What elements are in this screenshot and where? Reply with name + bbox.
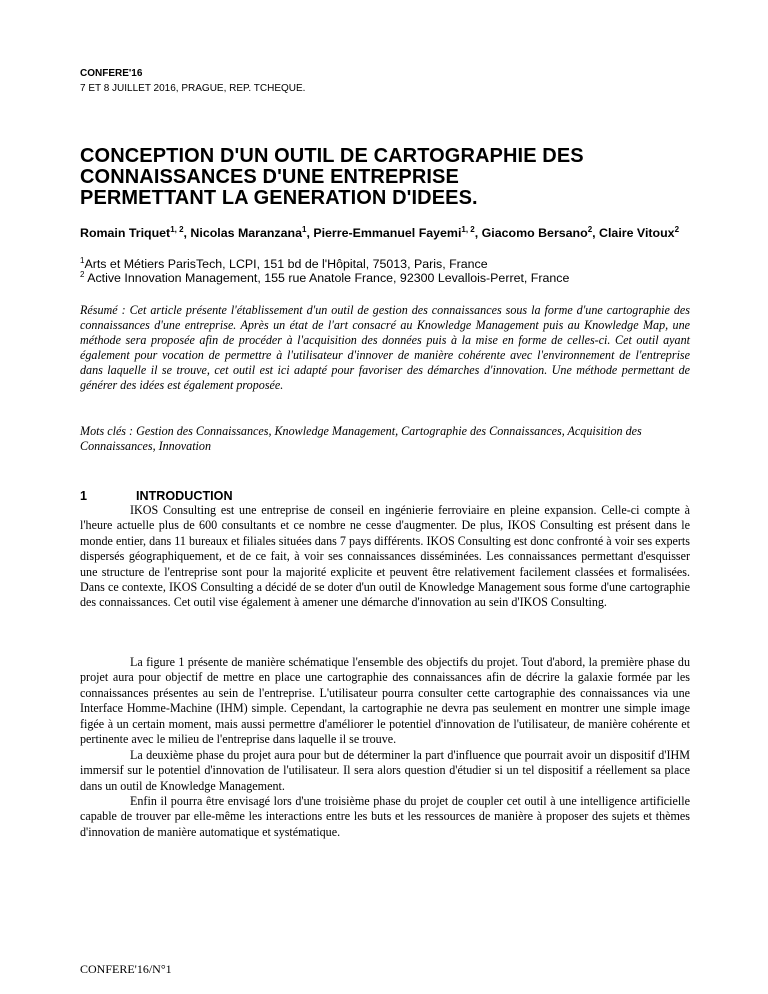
- affiliation-1: [80, 257, 720, 272]
- paper-title: [80, 146, 700, 209]
- author-affiliation-mark: 2: [674, 224, 680, 234]
- title-line: CONNAISSANCES D'UNE ENTREPRISE: [80, 166, 459, 188]
- body-paragraph: La deuxième phase du projet aura pour but de déterminer la part d'influence que pourrait avoir un dispositif d'IHM immersif sur le potentiel d'innovation de l'utilisateur. Il sera alors question d'étudier si un tel dispositif a réellement sa place dans un outil de Knowledge Management.: [80, 748, 690, 793]
- affiliation-2: [80, 271, 720, 286]
- body-paragraph: IKOS Consulting est une entreprise de conseil en ingénierie ferroviaire en pleine expansion. Celle-ci compte à l'heure actuelle plus de 600 consultants et ce nombre ne cesse d'augmenter. De plus, IKOS Consulting est présent dans le monde entier, dans 11 bureaux et filiales situées dans 7 pays différents. IKOS Consulting est donc confronté à voir ses experts dispersés géographiquement, et de ce fait, à voir ses connaissances disséminées. Les connaissances permettant d'esquisser une structure de l'entreprise sont pour la majorité explicite et peuvent être relativement facilement classées et formalisées. Dans ce contexte, IKOS Consulting a décidé de se doter d'un outil de Knowledge Management sous forme d'une cartographie des connaissances. Cet outil vise également à amener une démarche d'innovation au sein d'IKOS Consulting.: [80, 503, 690, 610]
- abstract: Résumé : Cet article présente l'établissement d'un outil de gestion des connaissances sous la forme d'une cartographie des connaissances d'une entreprise. Après un état de l'art consacré au Knowledge Management puis au Knowledge Map, une méthode sera proposée afin de procéder à l'acquisition des données puis à la mise en forme de celles-ci. Cet outil ayant également pour vocation de permettre à l'utilisateur d'innover de manière cohérente avec l'environnement de l'entreprise dans laquelle il se trouve, cet outil est ici adapté pour favoriser des démarches d'innovation. Une méthode permettant de générer des idées est également proposée.: [80, 303, 690, 393]
- section-number: 1: [80, 489, 88, 503]
- keywords: Mots clés : Gestion des Connaissances, Knowledge Management, Cartographie des Connaissances, Acquisition des Connaissances, Innovation: [80, 424, 642, 454]
- author-affiliation-mark: 1, 2: [170, 224, 184, 234]
- title-line: PERMETTANT LA GENERATION D'IDEES.: [80, 187, 478, 209]
- body-paragraph: Enfin il pourra être envisagé lors d'une troisième phase du projet de coupler cet outil à une intelligence artificielle capable de trouver par elle-même les interactions entre les buts et les ressources de manière à proposer des sujets et thèmes d'innovation de manière automatique et systématique.: [80, 794, 690, 839]
- author-name: Giacomo Bersano: [481, 226, 588, 240]
- body-paragraph: La figure 1 présente de manière schématique l'ensemble des objectifs du projet. Tout d'abord, la première phase du projet aura pour objectif de mettre en place une cartographie des connaissances afin de décrire la galaxie formée par les connaissances présentes au sein de l'entreprise. L'utilisateur pourra consulter cette cartographie des connaissances via une Interface Homme-Machine (IHM) simple. Cependant, la cartographie ne devra pas seulement en montrer une simple image figée à un certain moment, mais aussi permettre d'améliorer le potentiel d'innovation de l'utilisateur, de manière cohérente et pertinente avec le milieu de l'entreprise dans laquelle il se trouve.: [80, 655, 690, 747]
- affiliation-text: Active Innovation Management, 155 rue Anatole France, 92300 Levallois-Perret, France: [84, 271, 570, 285]
- affiliation-number: 2: [80, 269, 85, 279]
- author-affiliation-mark: 2: [587, 224, 593, 234]
- author-list: Romain Triquet$^{1, 2}$, Nicolas Maranzana$^1$, Pierre-Emmanuel Fayemi$^{1, 2}$, Giacomo Bersano$^2$, Claire Vitoux$^2$: [80, 224, 680, 240]
- conference-name: CONFERE'16: [80, 68, 143, 79]
- author-name: Claire Vitoux: [599, 226, 675, 240]
- section-title: INTRODUCTION: [136, 489, 233, 503]
- author-name: Romain Triquet: [80, 226, 171, 240]
- author-name: Pierre-Emmanuel Fayemi: [313, 226, 462, 240]
- section-heading: [80, 489, 233, 503]
- affiliation-text: Arts et Métiers ParisTech, LCPI, 151 bd de l'Hôpital, 75013, Paris, France: [84, 257, 488, 271]
- conference-dates-place: 7 ET 8 JUILLET 2016, PRAGUE, REP. TCHEQUE.: [80, 83, 306, 94]
- author-affiliation-mark: 1, 2: [461, 224, 475, 234]
- conference-header: [80, 66, 305, 96]
- author-name: Nicolas Maranzana: [190, 226, 302, 240]
- title-line: CONCEPTION D'UN OUTIL DE CARTOGRAPHIE DES: [80, 145, 584, 167]
- author-affiliation-mark: 1: [301, 224, 307, 234]
- affiliation-number: 1: [80, 255, 85, 265]
- page-footer: CONFERE'16/N°1: [80, 962, 172, 976]
